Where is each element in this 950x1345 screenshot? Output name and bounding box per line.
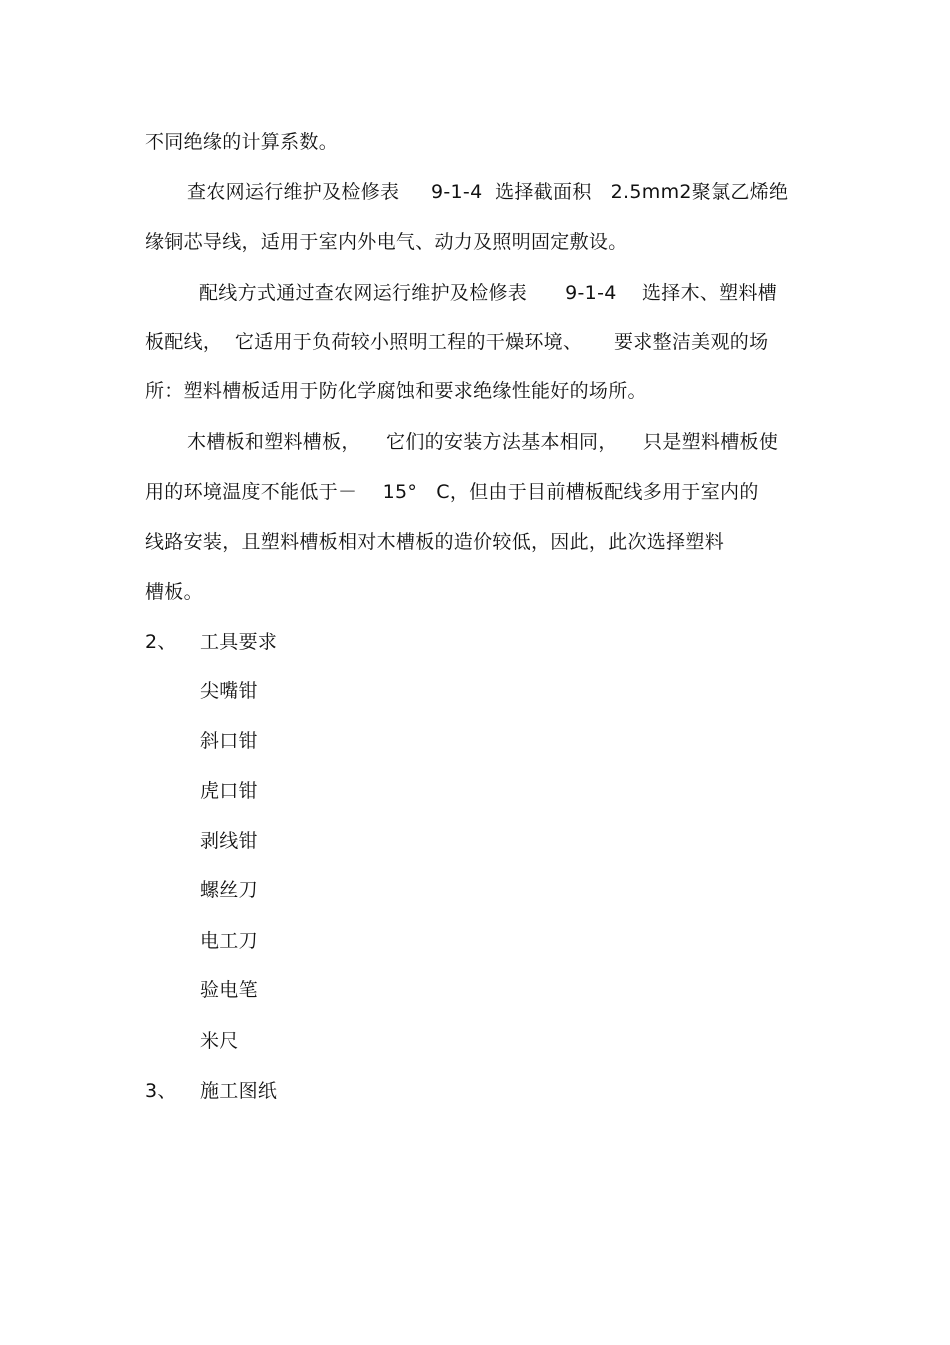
list-item: 验电笔 <box>200 979 258 1001</box>
list-item: 剥线钳 <box>200 830 258 852</box>
list-item: 螺丝刀 <box>200 879 258 901</box>
section-title: 工具要求 <box>200 631 278 653</box>
paragraph-line: 用的环境温度不能低于－ 15° C，但由于目前槽板配线多用于室内的 <box>145 481 759 503</box>
list-item: 虎口钳 <box>200 780 258 802</box>
paragraph-line: 配线方式通过查农网运行维护及检修表 9-1-4 选择木、塑料槽 <box>199 282 778 304</box>
paragraph-line: 槽板。 <box>145 581 203 603</box>
section-title: 施工图纸 <box>200 1080 278 1102</box>
paragraph-line: 线路安装，且塑料槽板相对木槽板的造价较低，因此，此次选择塑料 <box>145 531 725 553</box>
paragraph-line: 所：塑料槽板适用于防化学腐蚀和要求绝缘性能好的场所。 <box>145 380 647 402</box>
list-item: 米尺 <box>200 1030 239 1052</box>
list-item: 电工刀 <box>200 930 258 952</box>
list-item: 斜口钳 <box>200 730 258 752</box>
list-item: 尖嘴钳 <box>200 680 258 702</box>
paragraph-line: 不同绝缘的计算系数。 <box>145 131 339 153</box>
paragraph-line: 缘铜芯导线，适用于室内外电气、动力及照明固定敷设。 <box>145 231 628 253</box>
section-number: 2、 <box>145 631 177 653</box>
paragraph-line: 板配线， 它适用于负荷较小照明工程的干燥环境、 要求整洁美观的场 <box>145 331 769 353</box>
paragraph-line: 查农网运行维护及检修表 9-1-4 选择截面积 2.5mm2聚氯乙烯绝 <box>187 181 789 203</box>
paragraph-line: 木槽板和塑料槽板， 它们的安装方法基本相同， 只是塑料槽板使 <box>187 431 779 453</box>
section-number: 3、 <box>145 1080 177 1102</box>
